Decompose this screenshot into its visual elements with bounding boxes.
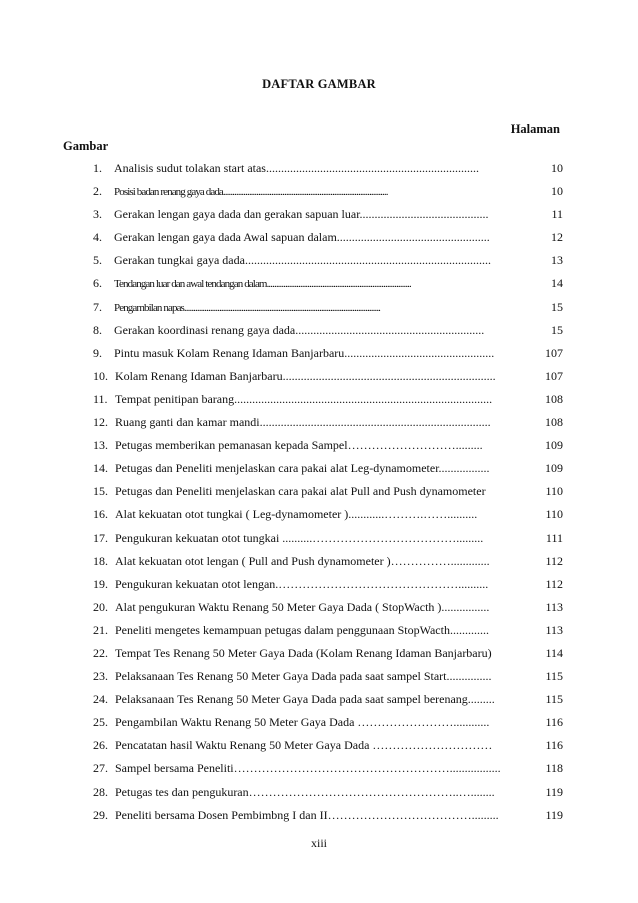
item-text: Peneliti mengetes kemampuan petugas dalam penggunaan StopWacth............. — [115, 622, 489, 637]
figure-list — [93, 157, 563, 827]
item-text: Pencatatan hasil Waktu Renang 50 Meter Gaya Dada ………………………… — [115, 738, 493, 753]
item-text: Pelaksanaan Tes Renang 50 Meter Gaya Dada pada saat sampel berenang......... — [115, 692, 495, 707]
item-text: Petugas memberikan pemanasan kepada Sampel………………………......... — [115, 438, 483, 453]
page-number: xiii — [310, 836, 327, 850]
item-page: 14 — [551, 276, 563, 291]
item-text: Petugas tes dan pengukuran……………………………………………..…........ — [115, 784, 495, 799]
item-number: 12. — [93, 415, 108, 430]
item-page: 107 — [545, 345, 563, 360]
item-page: 10 — [551, 184, 563, 199]
list-item — [93, 781, 563, 804]
page-column-label: Halaman — [510, 122, 560, 136]
list-item — [93, 527, 563, 550]
list-item — [93, 272, 563, 295]
list-item — [93, 319, 563, 342]
item-page: 113 — [545, 599, 563, 614]
item-number: 13. — [93, 438, 108, 453]
item-text: Tendangan luar dan awal tendangan dalam.............................................................................. — [114, 278, 411, 291]
list-item — [93, 203, 563, 226]
item-text: Ruang ganti dan kamar mandi............................................................................. — [115, 415, 491, 430]
item-page: 109 — [545, 461, 563, 476]
item-number: 11. — [93, 391, 108, 406]
item-page: 115 — [545, 692, 563, 707]
item-number: 8. — [93, 322, 102, 337]
item-text: Petugas dan Peneliti menjelaskan cara pakai alat Pull and Push dynamometer — [115, 484, 486, 499]
list-item — [93, 503, 563, 526]
item-page: 119 — [545, 784, 563, 799]
item-number: 4. — [93, 230, 102, 245]
item-number: 7. — [93, 299, 102, 314]
item-page: 116 — [545, 738, 563, 753]
item-text: Alat kekuatan otot tungkai ( Leg-dynamometer )............……….…….......... — [115, 507, 478, 522]
item-number: 23. — [93, 669, 108, 684]
item-text: Gerakan lengan gaya dada dan gerakan sapuan luar........................................... — [114, 207, 489, 222]
item-text: Petugas dan Peneliti menjelaskan cara pakai alat Leg-dynamometer................. — [115, 461, 490, 476]
item-page: 115 — [545, 669, 563, 684]
item-number: 27. — [93, 761, 108, 776]
list-item — [93, 180, 563, 203]
item-text: Gerakan lengan gaya dada Awal sapuan dalam................................................... — [114, 230, 490, 245]
list-item — [93, 757, 563, 780]
item-page: 15 — [551, 322, 563, 337]
item-column-label: Gambar — [63, 139, 109, 153]
item-number: 21. — [93, 622, 108, 637]
item-text: Pintu masuk Kolam Renang Idaman Banjarbaru.................................................. — [114, 345, 495, 360]
item-number: 10. — [93, 368, 108, 383]
item-text: Posisi badan renang gaya dada......................................................................................... — [114, 186, 388, 199]
list-item — [93, 365, 563, 388]
list-item — [93, 434, 563, 457]
list-item — [93, 711, 563, 734]
list-item — [93, 457, 563, 480]
item-number: 17. — [93, 530, 108, 545]
item-page: 12 — [551, 230, 563, 245]
list-item — [93, 688, 563, 711]
item-page: 13 — [551, 253, 563, 268]
item-number: 26. — [93, 738, 108, 753]
item-number: 14. — [93, 461, 108, 476]
list-item — [93, 596, 563, 619]
list-item — [93, 249, 563, 272]
item-page: 113 — [545, 622, 563, 637]
item-text: Pengukuran kekuatan otot tungkai ..........………………………………......... — [115, 530, 484, 545]
item-text: Pengambilan napas.......................................................................................................... — [114, 301, 381, 314]
item-number: 20. — [93, 599, 108, 614]
page-title: DAFTAR GAMBAR — [262, 77, 376, 91]
item-page: 107 — [545, 368, 563, 383]
item-number: 6. — [93, 276, 102, 291]
item-number: 5. — [93, 253, 102, 268]
list-item — [93, 734, 563, 757]
item-number: 15. — [93, 484, 108, 499]
item-number: 29. — [93, 807, 108, 822]
item-text: Gerakan tungkai gaya dada.................................................................................. — [114, 253, 491, 268]
item-text: Alat pengukuran Waktu Renang 50 Meter Gaya Dada ( StopWacth )................ — [115, 599, 490, 614]
item-text: Kolam Renang Idaman Banjarbaru....................................................................... — [115, 368, 496, 383]
item-page: 108 — [545, 391, 563, 406]
item-number: 2. — [93, 184, 102, 199]
item-page: 10 — [551, 161, 563, 175]
item-number: 24. — [93, 692, 108, 707]
list-item — [93, 573, 563, 596]
list-item — [93, 804, 563, 827]
list-item — [93, 296, 563, 319]
item-page: 109 — [545, 438, 563, 453]
item-number: 9. — [93, 345, 102, 360]
item-number: 19. — [93, 576, 108, 591]
item-page: 112 — [545, 576, 563, 591]
item-number: 25. — [93, 715, 108, 730]
list-item — [93, 388, 563, 411]
list-item — [93, 157, 563, 180]
item-page: 112 — [545, 553, 563, 568]
item-text: Gerakan koordinasi renang gaya dada............................................................... — [114, 322, 485, 337]
list-item — [93, 226, 563, 249]
item-text: Peneliti bersama Dosen Pembimbng I dan II………………………………......... — [115, 807, 499, 822]
item-number: 1. — [93, 161, 102, 175]
item-text: Alat kekuatan otot lengan ( Pull and Push dynamometer )……………............. — [115, 553, 490, 568]
item-number: 22. — [93, 645, 108, 660]
list-item — [93, 665, 563, 688]
item-text: Pengukuran kekuatan otot lengan.……………………………………….......... — [115, 576, 489, 591]
item-text: Tempat Tes Renang 50 Meter Gaya Dada (Kolam Renang Idaman Banjarbaru) — [115, 645, 492, 660]
item-page: 111 — [545, 530, 563, 545]
item-number: 16. — [93, 507, 108, 522]
list-item — [93, 619, 563, 642]
item-page: 114 — [545, 645, 563, 660]
item-text: Pengambilan Waktu Renang 50 Meter Gaya Dada ……………………............ — [115, 715, 490, 730]
item-page: 118 — [545, 761, 563, 776]
item-page: 108 — [545, 415, 563, 430]
item-number: 3. — [93, 207, 102, 222]
item-page: 110 — [545, 507, 563, 522]
item-number: 28. — [93, 784, 108, 799]
item-text: Sampel bersama Peneliti………………………………………………................. — [115, 761, 501, 776]
item-text: Analisis sudut tolakan start atas....................................................................... — [114, 161, 479, 175]
list-item — [93, 342, 563, 365]
item-page: 110 — [545, 484, 563, 499]
item-number: 18. — [93, 553, 108, 568]
item-text: Pelaksanaan Tes Renang 50 Meter Gaya Dada pada saat sampel Start............... — [115, 669, 492, 684]
list-item — [93, 642, 563, 665]
item-page: 11 — [551, 207, 563, 222]
list-item — [93, 550, 563, 573]
item-text: Tempat penitipan barang...................................................................................... — [115, 391, 493, 406]
item-page: 116 — [545, 715, 563, 730]
list-item — [93, 480, 563, 503]
item-page: 119 — [545, 807, 563, 822]
list-item — [93, 411, 563, 434]
item-page: 15 — [551, 299, 563, 314]
